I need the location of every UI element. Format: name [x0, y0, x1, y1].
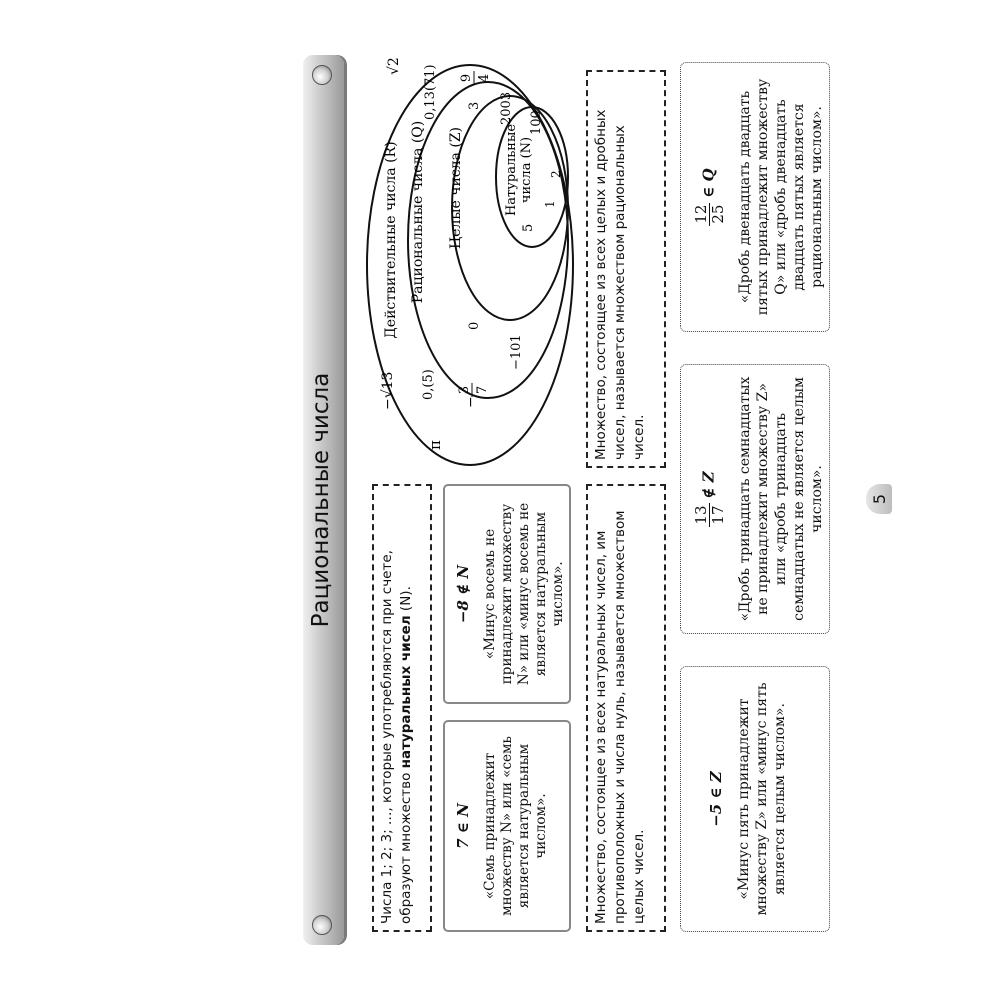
zero-five-value: 0,(5)	[421, 369, 436, 400]
natural-example-1-formula: 7 ∈ N	[454, 803, 472, 849]
natural-definition-bold: натуральных чисел	[398, 615, 414, 769]
pi-value: π	[426, 440, 444, 450]
natural-definition-suffix: (N).	[398, 586, 414, 616]
neg-frac-num: 3	[457, 385, 472, 395]
natural-example-2	[443, 484, 571, 704]
natural-example-2-text: «Минус восемь не принадлежит множеству N» или «минус восемь не является натуральным числом».	[482, 502, 566, 686]
rational-example-1-fraction	[693, 503, 726, 526]
hundred-value: 100	[529, 110, 544, 135]
number-sets-diagram	[360, 50, 582, 470]
real-set-label: Действительные числа (R)	[383, 141, 399, 339]
rational-example-1	[680, 364, 830, 634]
natural-example-2-formula: −8 ∉ N	[454, 564, 472, 624]
pos-frac-den: 4	[477, 73, 492, 83]
rational-example-1-num: 13	[692, 505, 710, 525]
neg-frac-sign: −	[463, 396, 479, 408]
natural-example-1	[443, 720, 571, 932]
rational-example-2-num: 12	[692, 204, 710, 224]
sqrt2-value: √2	[386, 57, 402, 75]
natural-set-label-2: числа (N)	[519, 136, 534, 204]
zero-13-71-value: 0,13(71)	[423, 64, 438, 120]
two-value: 2	[549, 170, 563, 178]
rotated-page	[150, 0, 889, 1000]
rational-example-2-den: 25	[709, 204, 727, 224]
rational-example-1-formula	[693, 373, 726, 625]
rational-example-2	[680, 62, 830, 332]
y2003-value: 2003	[499, 91, 514, 125]
integer-example-text: «Минус пять принадлежит множеству Z» или «минус пять является целым числом».	[736, 682, 788, 916]
zero-value: 0	[467, 321, 482, 330]
natural-definition-text: Числа 1; 2; 3; …, которые употребляются при счете, образуют множество	[379, 550, 414, 924]
rational-example-2-text: «Дробь двенадцать двадцать пятых принадлежит множеству Q» или «дробь двенадцать двадцать пятых является рациональным числом».	[737, 78, 825, 316]
integer-example	[680, 666, 830, 932]
one-value: 1	[543, 200, 557, 208]
integer-example-formula: −5 ∈ Z	[707, 771, 725, 827]
natural-set-label-1: Натуральные	[504, 123, 519, 217]
rational-example-2-formula	[693, 71, 726, 323]
bolt-right-icon	[312, 65, 332, 85]
rational-example-2-relation: ∈ Q	[699, 168, 718, 198]
title-banner	[302, 55, 344, 945]
neg-frac-den: 7	[475, 385, 490, 395]
integers-definition: Множество, состоящее из всех натуральных чисел, им противоположных и числа нуль, называется множеством целых чисел.	[586, 484, 666, 932]
neg-sqrt13-value: −√13	[380, 371, 396, 410]
integer-set-label: Целые числа (Z)	[448, 126, 464, 250]
minus-101-value: −101	[509, 334, 524, 370]
page-number: 5	[866, 484, 892, 514]
rational-example-1-relation: ∉ Z	[699, 471, 718, 499]
rational-set-label: Рациональные числа (Q)	[410, 120, 426, 304]
pos-frac-num: 9	[459, 73, 474, 83]
rational-example-2-fraction	[693, 203, 726, 226]
rational-example-1-text: «Дробь тринадцать семнадцатых не принадлежит множеству Z» или «дробь тринадцать семнадцатых не является целым числом».	[737, 376, 825, 622]
five-value: 5	[521, 223, 536, 232]
three-value: 3	[467, 101, 482, 110]
natural-example-1-text: «Семь принадлежит множеству N» или «семь является натуральным числом».	[482, 736, 549, 916]
rationals-definition: Множество, состоящее из всех целых и дробных чисел, называется множеством рациональных чисел.	[586, 70, 666, 468]
rational-example-1-den: 17	[709, 505, 727, 525]
natural-definition	[372, 484, 432, 932]
page-title: Рациональные числа	[308, 372, 334, 628]
rational-set-ellipse	[408, 82, 568, 398]
